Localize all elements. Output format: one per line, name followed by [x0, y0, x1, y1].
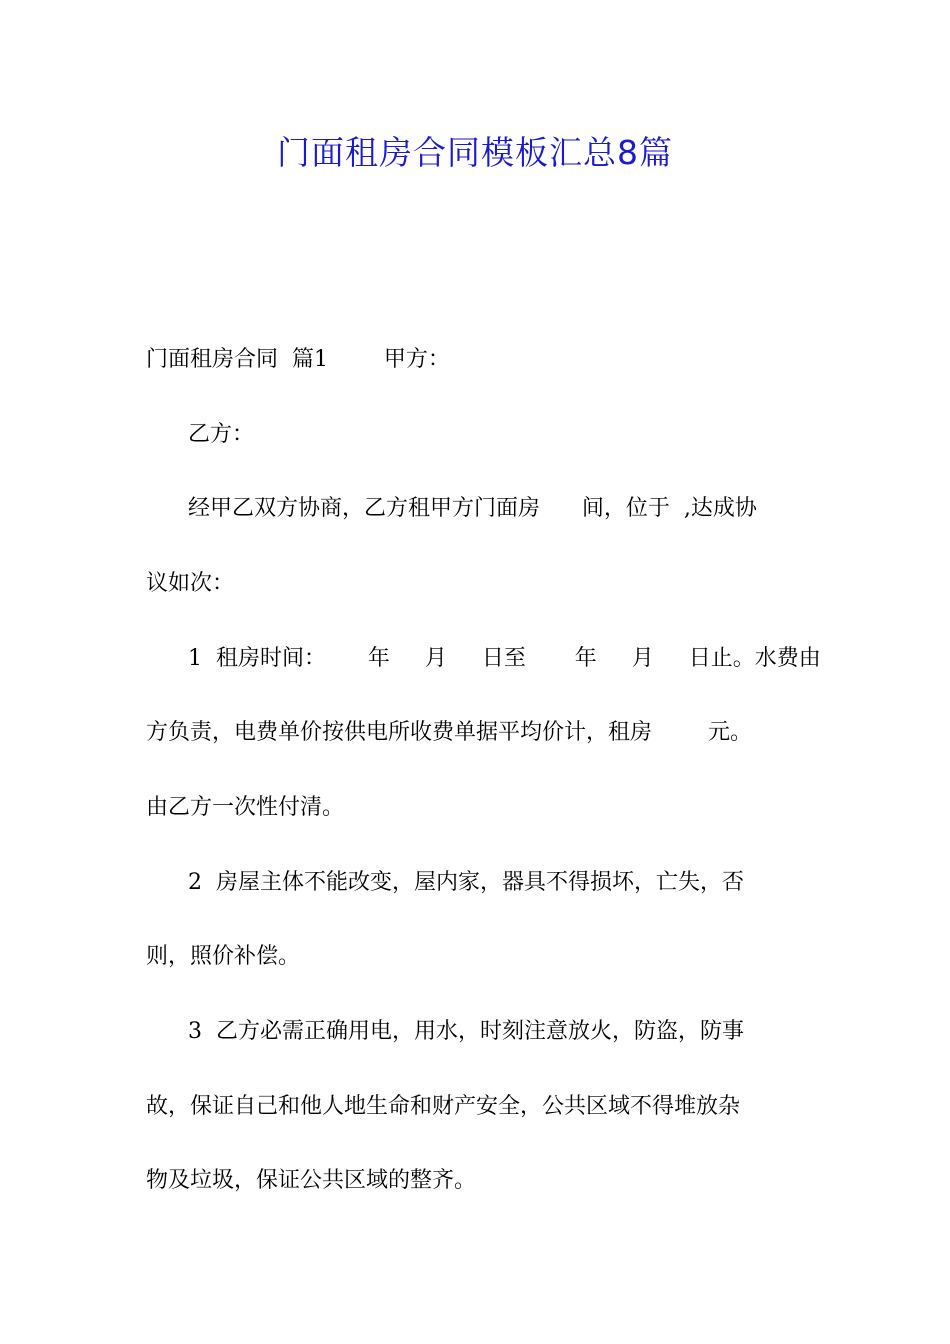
text-line: 3 乙方必需正确用电，用水，时刻注意放火，防盗，防事 — [146, 1019, 744, 1044]
text-line: 2 房屋主体不能改变，屋内家，器具不得损坏，亡失，否 — [146, 870, 744, 895]
text-line: 由乙方一次性付清。 — [146, 795, 345, 820]
document-title: 门面租房合同模板汇总8篇 — [277, 133, 673, 172]
text-line: 乙方： — [146, 422, 254, 447]
text-line: 1 租房时间： 年 月 日至 年 月 日止。水费由 — [146, 646, 821, 671]
text-line: 故，保证自己和他人地生命和财产安全，公共区域不得堆放杂 — [146, 1094, 741, 1119]
text-line: 则，照价补偿。 — [146, 944, 301, 969]
text-line: 议如次： — [146, 571, 235, 596]
text-line: 方负责，电费单价按供电所收费单据平均价计，租房 元。 — [146, 720, 752, 745]
text-line: 物及垃圾，保证公共区域的整齐。 — [146, 1168, 477, 1193]
text-line: 门面租房合同 篇1 甲方： — [146, 347, 450, 372]
text-line: 经甲乙双方协商，乙方租甲方门面房 间，位于 ,达成协 — [146, 496, 757, 521]
